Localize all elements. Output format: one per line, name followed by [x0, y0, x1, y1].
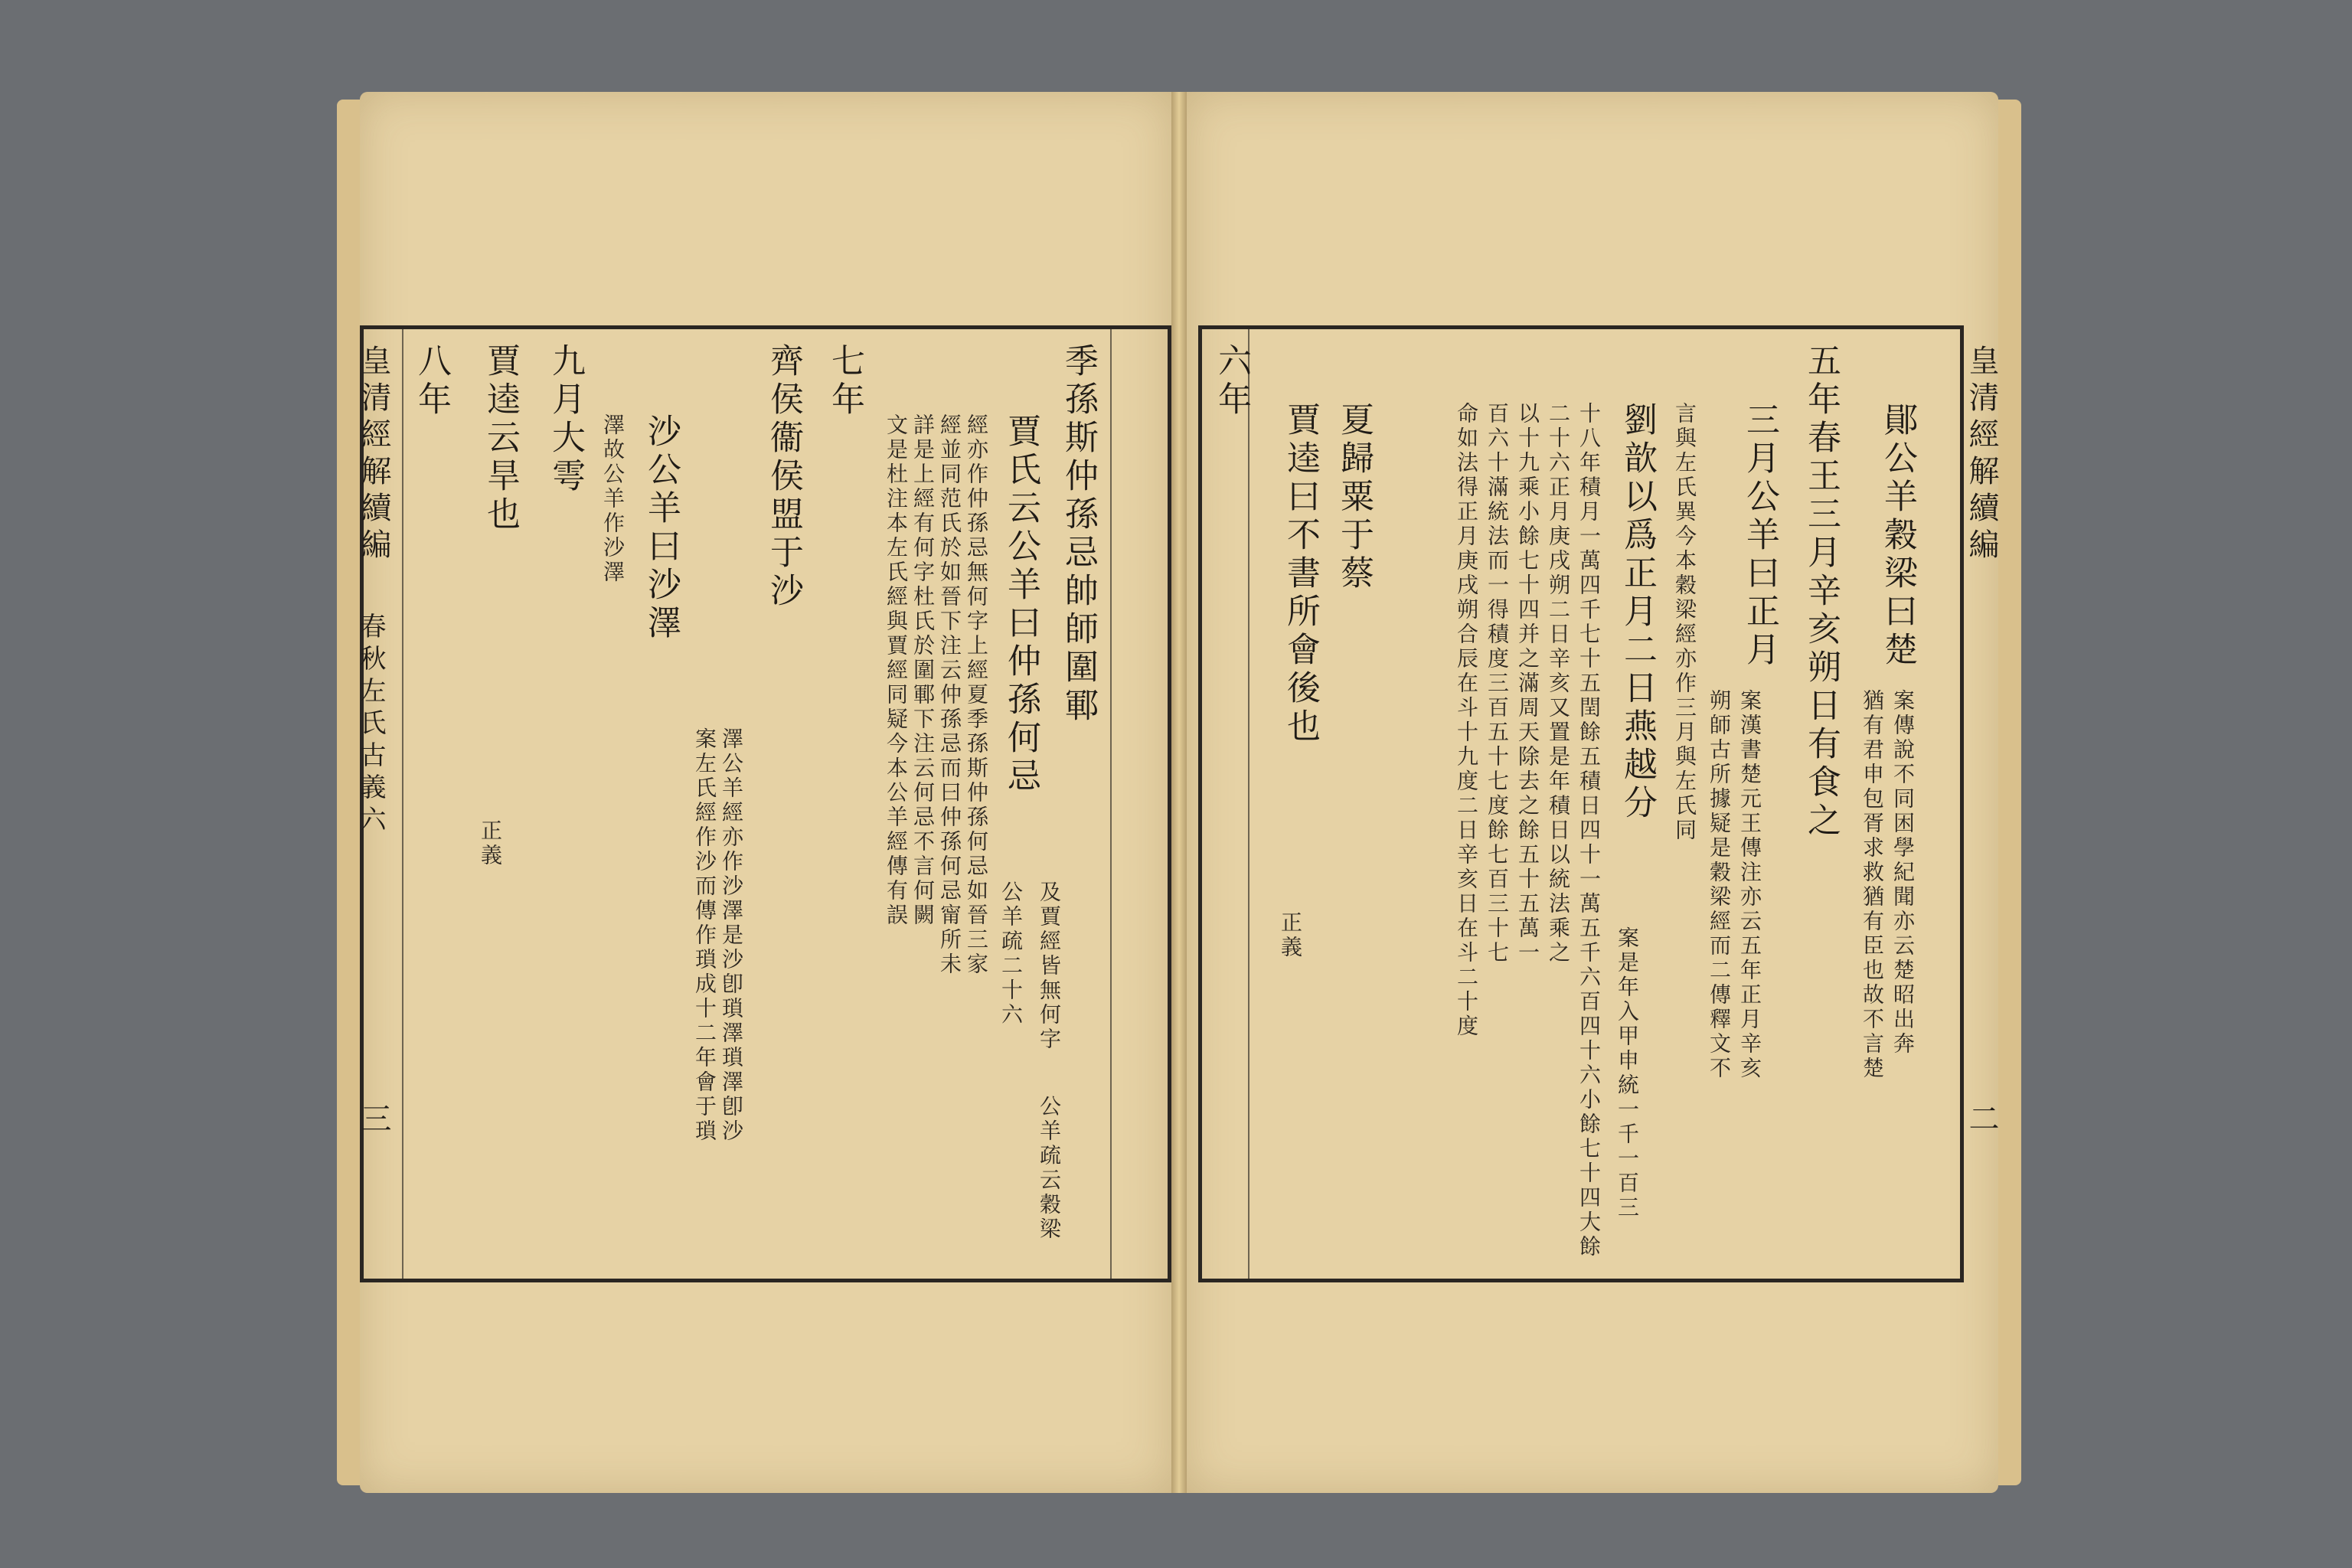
- column-rule: [402, 329, 403, 1279]
- column: 季孫斯仲孫忌帥師圍鄆: [1059, 343, 1098, 726]
- column-note: 案左氏經作沙而傳作瑣成十二年會于瑣: [692, 727, 717, 1144]
- column-note: 言與左氏異今本穀梁經亦作三月與左氏同: [1672, 402, 1697, 843]
- section-title: 春秋左氏古義六: [355, 612, 386, 838]
- column: 六年: [1212, 343, 1251, 420]
- column-note: 文是杜注本左氏經與賈經同疑今本公羊經傳有誤: [884, 413, 909, 928]
- column-note: 經亦作仲孫忌無何字上經夏季孫斯仲孫何忌如晉三家: [964, 413, 989, 977]
- column: 七年: [825, 343, 864, 420]
- page-number: 三: [356, 1102, 391, 1139]
- column: 賈逵曰不書所會後也: [1281, 402, 1320, 746]
- column: 夏歸粟于蔡: [1334, 402, 1374, 593]
- column: 賈氏云公羊曰仲孫何忌: [1001, 413, 1040, 796]
- left-page: [355, 92, 1171, 1493]
- column: 賈逵云旱也: [481, 343, 520, 534]
- column-rule: [1248, 329, 1250, 1279]
- column-note: 二十六正月庚戌朔二日辛亥又置是年積日以統法乘之: [1546, 402, 1571, 965]
- right-page: [1187, 92, 1998, 1493]
- column-note: 案是年入甲申統一千一百三: [1615, 926, 1640, 1220]
- right-text-frame: [1198, 325, 1964, 1282]
- column: 三月公羊曰正月: [1740, 402, 1779, 670]
- column-note: 公羊疏二十六: [998, 880, 1024, 1027]
- column: 九月大雩: [546, 343, 585, 496]
- column-note: 以十九乘小餘七十四并之滿周天除去之餘五十五萬一: [1515, 402, 1540, 965]
- page-number: 二: [1964, 1102, 1999, 1139]
- column: 齊侯衞侯盟于沙: [764, 343, 803, 611]
- book-title: 皇清經解續編: [356, 345, 391, 565]
- book-gutter: [1171, 92, 1187, 1493]
- column-note: 詳是上經有何字杜氏於圍鄆下注云何忌不言何闕: [910, 413, 936, 928]
- column-note: 及賈經皆無何字: [1037, 880, 1062, 1052]
- column: 五年春王三月辛亥朔日有食之: [1802, 343, 1841, 841]
- book-title: 皇清經解續編: [1964, 345, 1999, 565]
- column-note: 經並同范氏於如晉下注云仲孫忌而曰仲孫何忌甯所未: [937, 413, 962, 977]
- column-rule: [1110, 329, 1112, 1279]
- column: 鄖公羊穀梁曰楚: [1878, 402, 1917, 670]
- column-note: 正義: [478, 819, 503, 868]
- column-note: 澤公羊經亦作沙澤是沙卽瑣澤瑣澤卽沙: [719, 727, 744, 1144]
- column: 八年: [412, 343, 451, 420]
- right-page-edge: [1998, 100, 2021, 1485]
- column: 沙公羊曰沙澤: [642, 413, 681, 643]
- column-note: 朔師古所據疑是穀梁經而二傳釋文不: [1707, 689, 1732, 1081]
- open-book: [337, 92, 2021, 1493]
- column-note: 百六十滿統法而一得積度三百五十七度餘七百三十七: [1485, 402, 1510, 965]
- column-note: 案傳說不同困學紀聞亦云楚昭出奔: [1890, 689, 1916, 1057]
- column-note: 澤故公羊作沙澤: [600, 413, 626, 585]
- column-note: 猶有君申包胥求救猶有臣也故不言楚: [1860, 689, 1885, 1081]
- column: 劉歆以爲正月二日燕越分: [1618, 402, 1657, 823]
- column-note: 公羊疏云穀梁: [1037, 1095, 1062, 1242]
- column-note: 正義: [1278, 911, 1303, 960]
- column-note: 命如法得正月庚戌朔合辰在斗十九度二日辛亥日在斗二十度: [1454, 402, 1479, 1039]
- column-note: 案漢書楚元王傳注亦云五年正月辛亥: [1737, 689, 1762, 1081]
- column-note: 十八年積月一萬四千七十五閏餘五積日四十一萬五千六百四十六小餘七十四大餘: [1576, 402, 1602, 1259]
- left-text-frame: [360, 325, 1171, 1282]
